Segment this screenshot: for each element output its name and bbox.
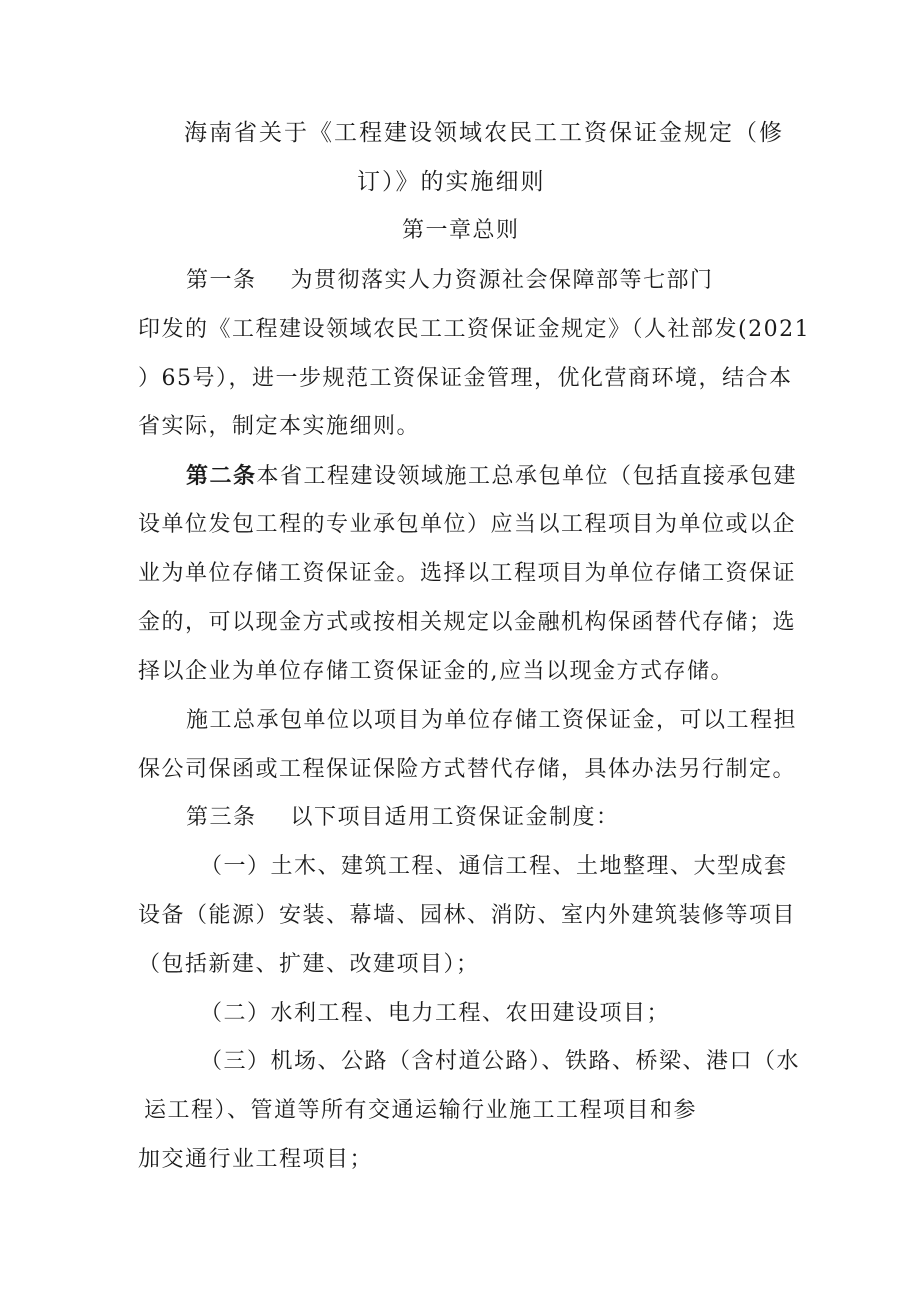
- article-2-line-5: 择以企业为单位存储工资保证金的,应当以现金方式存储。: [138, 659, 734, 684]
- article-3-first-line: [186, 803, 620, 833]
- article-2-line-2: 设单位发包工程的专业承包单位）应当以工程项目为单位或以企: [138, 512, 797, 537]
- article-2-label: 第二条: [186, 463, 257, 489]
- article-1-line-3: ）65号），进一步规范工资保证金管理，优化营商环境，结合本: [138, 366, 793, 391]
- article-3-item-1-line-1: （一）土木、建筑工程、通信工程、土地整理、大型成套: [200, 854, 788, 879]
- article-3-item-3-line-2: 运工程）、管道等所有交通运输行业施工工程项目和参: [144, 1098, 698, 1123]
- article-3-intro: 以下项目适用工资保证金制度：: [290, 805, 620, 830]
- article-2-para-2-line-2: 保公司保函或工程保证保险方式替代存储，具体办法另行制定。: [138, 757, 797, 782]
- article-3-item-2: （二）水利工程、电力工程、农田建设项目；: [200, 1001, 671, 1026]
- article-2-line-3: 业为单位存储工资保证金。选择以工程项目为单位存储工资保证: [138, 561, 797, 586]
- article-2-para-2-line-1: 施工总承包单位以项目为单位存储工资保证金，可以工程担: [186, 708, 798, 733]
- article-1-line-2: 印发的《工程建设领域农民工工资保证金规定》（人社部发(2021: [138, 317, 811, 342]
- article-2-first-line: [186, 461, 797, 492]
- article-3-item-3-line-3: 加交通行业工程项目；: [138, 1147, 374, 1172]
- article-3-item-1-line-2: 设备（能源）安装、幕墙、园林、消防、室内外建筑装修等项目: [138, 903, 797, 928]
- article-1-text: 为贯彻落实人力资源社会保障部等七部门: [290, 268, 714, 293]
- article-3-label: 第三条: [186, 805, 257, 830]
- article-3-item-1-line-3: （包括新建、扩建、改建项目）；: [138, 952, 480, 977]
- article-1-line-4: 省实际，制定本实施细则。: [138, 414, 421, 439]
- article-2-text: 本省工程建设领域施工总承包单位（包括直接承包建: [256, 464, 798, 489]
- article-1-first-line: [186, 266, 714, 296]
- chapter-heading: 第一章总则: [402, 218, 520, 243]
- article-3-item-3-line-1: （三）机场、公路（含村道公路）、铁路、桥梁、港口（水: [200, 1049, 801, 1074]
- document-title-line-2: 订）》的实施细则: [357, 169, 546, 195]
- article-2-line-4: 金的，可以现金方式或按相关规定以金融机构保函替代存储；选: [138, 610, 797, 635]
- document-title-line-1: 海南省关于《工程建设领域农民工工资保证金规定（修: [184, 120, 784, 146]
- article-1-label: 第一条: [186, 268, 257, 293]
